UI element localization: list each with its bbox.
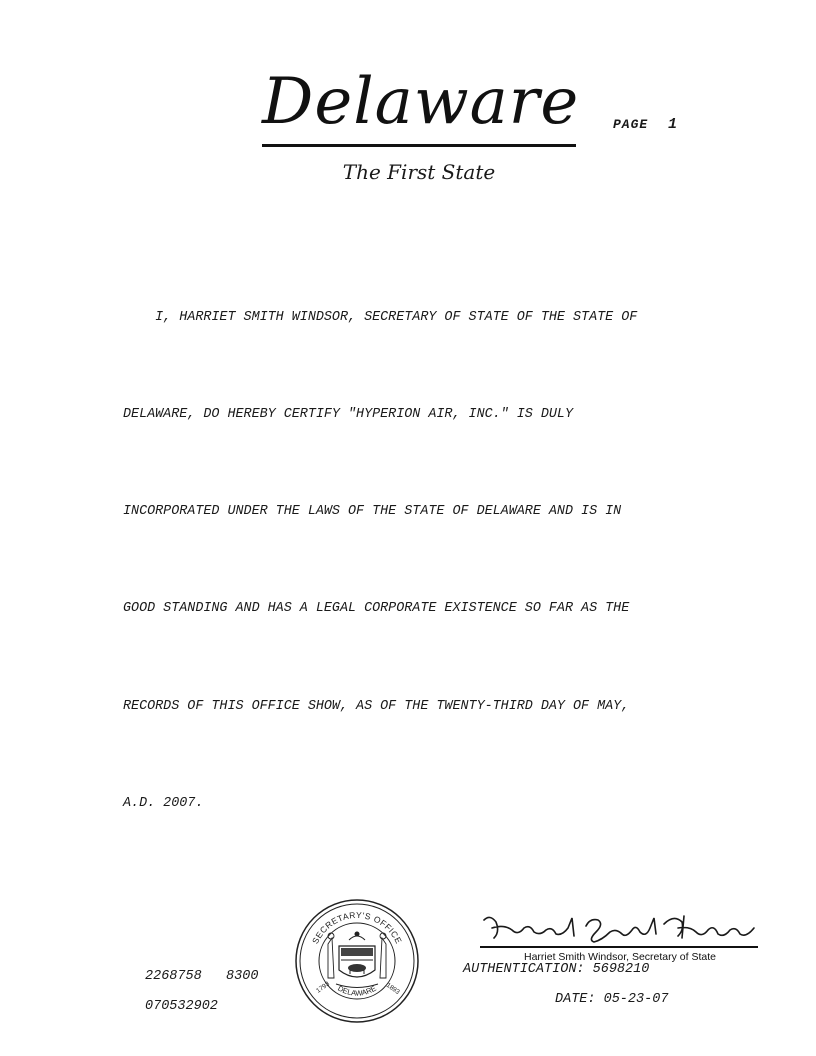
state-seal-icon xyxy=(294,898,420,1024)
file-number: 2268758 8300 xyxy=(145,969,259,984)
certificate-date: DATE: 05-23-07 xyxy=(555,992,669,1007)
state-title: Delaware xyxy=(262,65,580,139)
state-motto: The First State xyxy=(342,160,496,184)
document-number: 070532902 xyxy=(145,999,218,1014)
signature-line xyxy=(480,946,758,948)
page-number: 1 xyxy=(668,116,678,133)
authentication-number: AUTHENTICATION: 5698210 xyxy=(463,962,650,977)
body-line: RECORDS OF THIS OFFICE SHOW, AS OF THE TWENTY-THIRD DAY OF MAY, xyxy=(123,698,630,714)
seal-year-left: 1793 xyxy=(315,980,331,995)
signature-caption: Harriet Smith Windsor, Secretary of State xyxy=(524,951,716,963)
body-line: GOOD STANDING AND HAS A LEGAL CORPORATE EXISTENCE SO FAR AS THE xyxy=(123,601,630,617)
file-identifiers xyxy=(145,962,258,1022)
secretary-signature xyxy=(478,906,760,948)
seal-year-right: 1893 xyxy=(384,981,401,996)
body-line: I, HARRIET SMITH WINDSOR, SECRETARY OF STATE OF THE STATE OF xyxy=(123,309,638,325)
body-line: A.D. 2007. xyxy=(123,795,204,811)
title-underline xyxy=(262,144,576,147)
certificate-body xyxy=(123,237,763,885)
body-line: DELAWARE, DO HEREBY CERTIFY "HYPERION AIR, INC." IS DULY xyxy=(123,407,573,423)
seal-text-bottom: DELAWARE xyxy=(336,983,378,998)
body-line: INCORPORATED UNDER THE LAWS OF THE STATE OF DELAWARE AND IS IN xyxy=(123,504,622,520)
page-label: PAGE xyxy=(613,117,649,132)
seal-text-top: SECRETARY'S OFFICE xyxy=(310,909,404,946)
